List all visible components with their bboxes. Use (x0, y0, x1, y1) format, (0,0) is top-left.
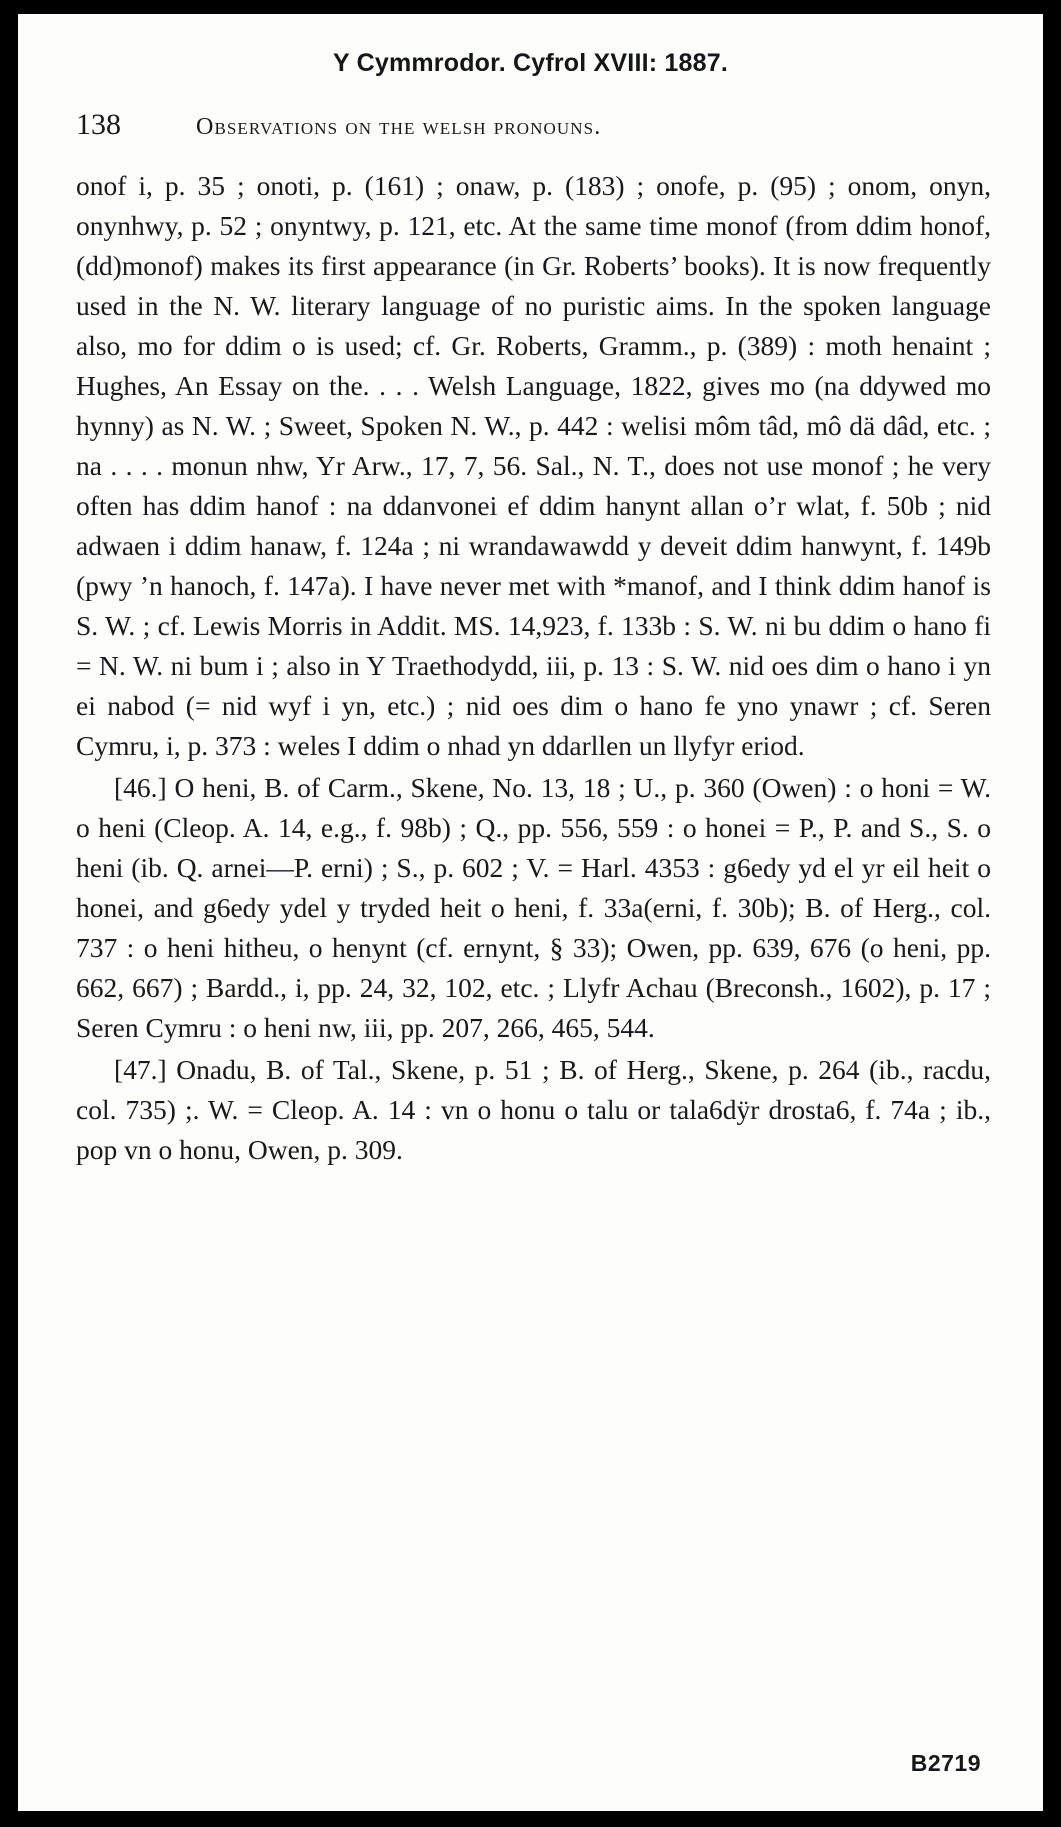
paragraph-entry-47: [47.] Onadu, B. of Tal., Skene, p. 51 ; B. of Herg., Skene, p. 264 (ib., racdu, col. 735) ;. W. = Cleop. A. 14 : vn o honu o talu or tala6dÿr drosta6, f. 74a ; ib., pop vn o honu, Owen, p. 309. (76, 1054, 991, 1165)
page-header-row (18, 108, 1043, 142)
page-number: 138 (76, 108, 121, 141)
scan-identifier: B2719 (910, 1750, 981, 1776)
document-page (18, 14, 1043, 1811)
paragraph-onof: onof i, p. 35 ; onoti, p. (161) ; onaw, p. (183) ; onofe, p. (95) ; onom, onyn, onynhwy, p. 52 ; onyntwy, p. 121, etc. At the same time monof (from ddim honof, (dd)monof) makes its first appearance (in Gr. Roberts’ books). It is now frequently used in the N. W. literary language of no puristic aims. In the spoken language also, mo for ddim o is used; cf. Gr. Roberts, Gramm., p. (389) : moth henaint ; Hughes, An Essay on the. . . . Welsh Language, 1822, gives mo (na ddywed mo hynny) as N. W. ; Sweet, Spoken N. W., p. 442 : welisi môm tâd, mô dä dâd, etc. ; na . . . . monun nhw, Yr Arw., 17, 7, 56. Sal., N. T., does not use monof ; he very often has ddim hanof : na ddanvonei ef ddim hanynt allan o’r wlat, f. 50b ; nid adwaen i ddim hanaw, f. 124a ; ni wrandawawdd y deveit ddim hanwynt, f. 149b (pwy ’n hanoch, f. 147a). I have never met with *manof, and I think ddim hanof is S. W. ; cf. Lewis Morris in Addit. MS. 14,923, f. 133b : S. W. ni bu ddim o hano fi = N. W. ni bum i ; also in Y Traethodydd, iii, p. 13 : S. W. nid oes dim o hano i yn ei nabod (= nid wyf i yn, etc.) ; nid oes dim o hano fe yno ynawr ; cf. Seren Cymru, i, p. 373 : weles I ddim o nhad yn ddarllen un llyfyr eriod. (76, 170, 991, 761)
journal-running-head: Y Cymmrodor. Cyfrol XVIII: 1887. (333, 49, 728, 77)
body-text-column (18, 166, 1043, 1170)
page-title: observations on the welsh pronouns. (196, 114, 602, 140)
paragraph-entry-46: [46.] O heni, B. of Carm., Skene, No. 13, 18 ; U., p. 360 (Owen) : o honi = W. o heni (Cleop. A. 14, e.g., f. 98b) ; Q., pp. 556, 559 : o honei = P., P. and S., S. o heni (ib. Q. arnei—P. erni) ; S., p. 602 ; V. = Harl. 4353 : g6edy yd el yr eil heit o honei, and g6edy ydel y tryded heit o heni, f. 33a(erni, f. 30b); B. of Herg., col. 737 : o heni hitheu, o henynt (cf. ernynt, § 33); Owen, pp. 639, 676 (o heni, pp. 662, 667) ; Bardd., i, pp. 24, 32, 102, etc. ; Llyfr Achau (Breconsh., 1602), p. 17 ; Seren Cymru : o heni nw, iii, pp. 207, 266, 465, 544. (76, 772, 991, 1043)
